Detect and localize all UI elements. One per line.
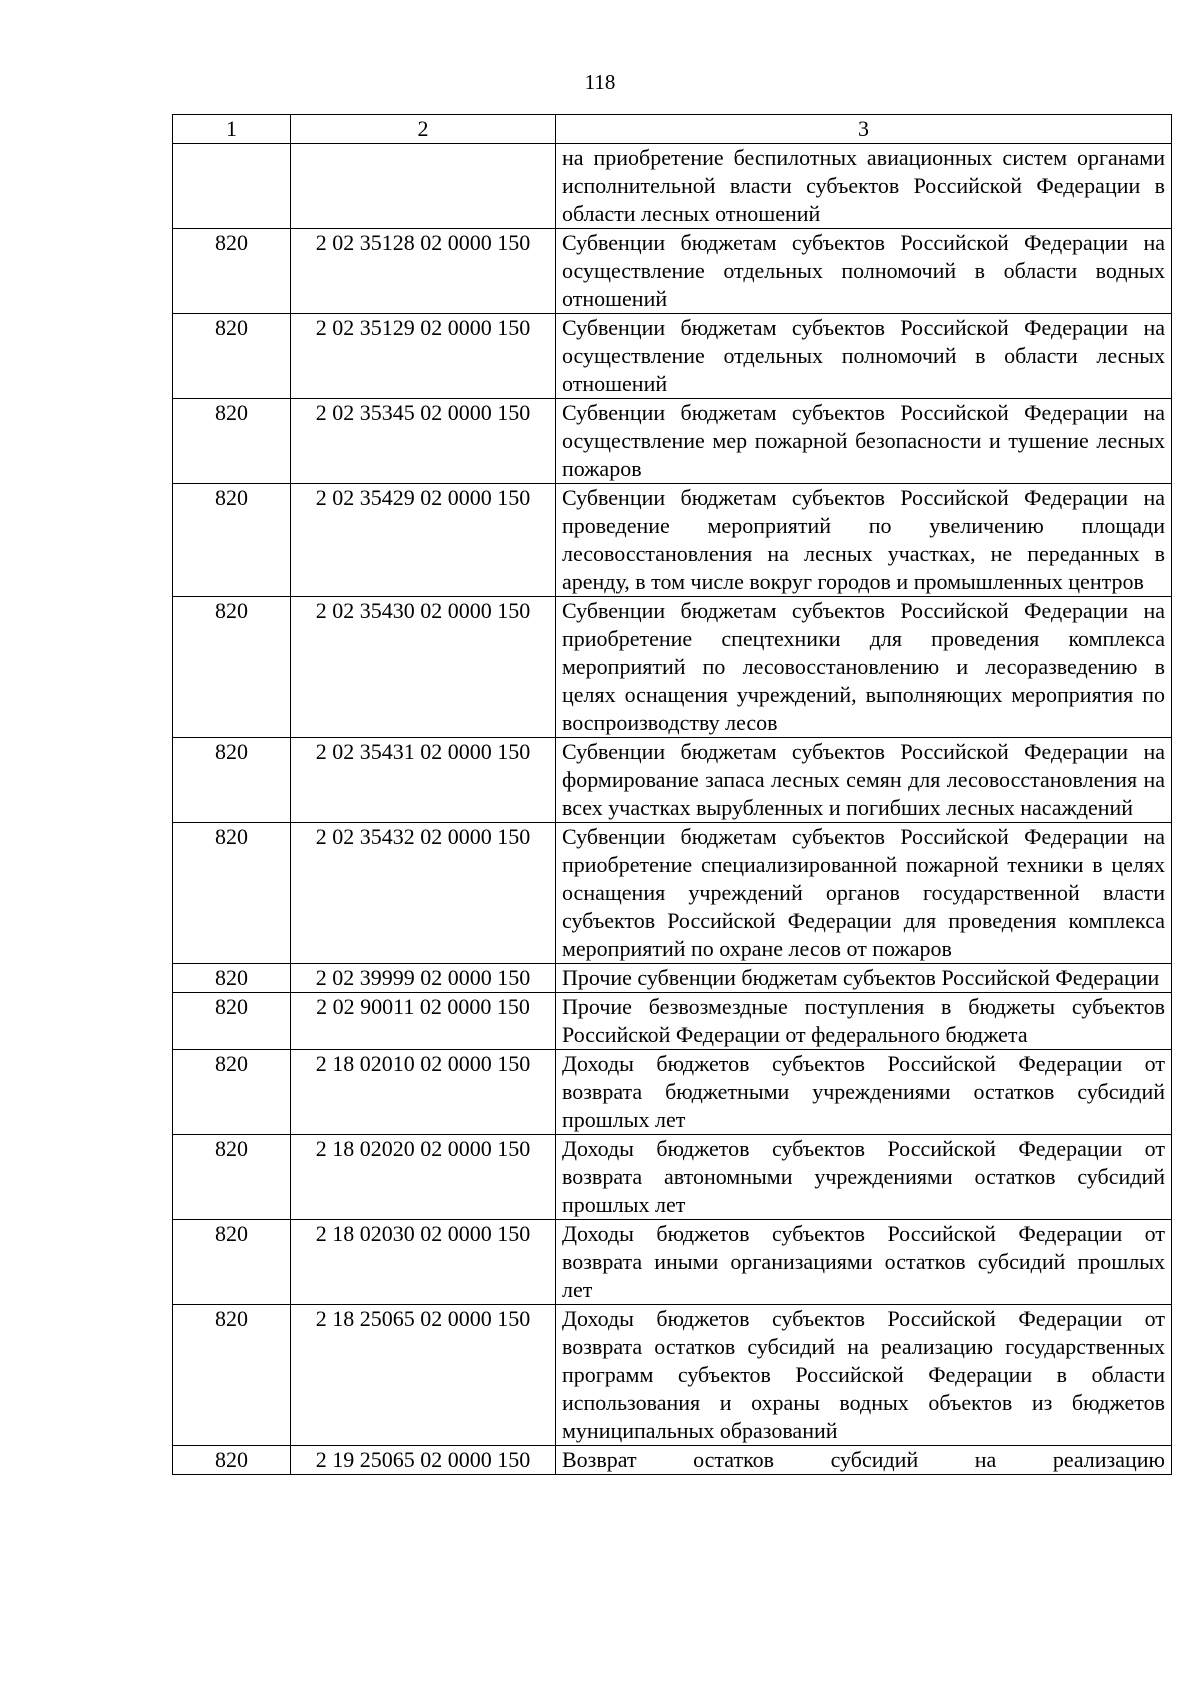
description-cell: Субвенции бюджетам субъектов Российской Федерации на формирование запаса лесных семян для лесовосстановления на всех участках вырубленных и погибших лесных насаждений [556,738,1172,823]
table-row [173,229,1172,314]
table-row [173,484,1172,597]
description-cell: Доходы бюджетов субъектов Российской Федерации от возврата иными организациями остатков субсидий прошлых лет [556,1220,1172,1305]
header-cell-2: 2 [291,115,556,144]
description-cell: Субвенции бюджетам субъектов Российской Федерации на проведение мероприятий по увеличению площади лесовосстановления на лесных участках, не переданных в аренду, в том числе вокруг городов и промышленных центров [556,484,1172,597]
revenue-code-cell [291,144,556,229]
revenue-codes-table [172,114,1172,1475]
revenue-code-cell: 2 02 35129 02 0000 150 [291,314,556,399]
revenue-code-cell: 2 18 02020 02 0000 150 [291,1135,556,1220]
description-cell: Субвенции бюджетам субъектов Российской Федерации на приобретение специализированной пожарной техники в целях оснащения учреждений органов государственной власти субъектов Российской Федерации для проведения комплекса мероприятий по охране лесов от пожаров [556,823,1172,964]
revenue-code-cell: 2 02 35128 02 0000 150 [291,229,556,314]
table-row [173,1220,1172,1305]
admin-code-cell: 820 [173,823,291,964]
admin-code-cell [173,144,291,229]
table-row [173,1305,1172,1446]
table-row [173,823,1172,964]
table-row [173,144,1172,229]
admin-code-cell: 820 [173,1446,291,1475]
description-cell: Доходы бюджетов субъектов Российской Федерации от возврата остатков субсидий на реализацию государственных программ субъектов Российской Федерации в области использования и охраны водных объектов из бюджетов муниципальных образований [556,1305,1172,1446]
revenue-code-cell: 2 02 39999 02 0000 150 [291,964,556,993]
revenue-code-cell: 2 02 35432 02 0000 150 [291,823,556,964]
table-row [173,964,1172,993]
admin-code-cell: 820 [173,1135,291,1220]
header-cell-3: 3 [556,115,1172,144]
admin-code-cell: 820 [173,993,291,1050]
header-cell-1: 1 [173,115,291,144]
table-row [173,1050,1172,1135]
description-cell: Субвенции бюджетам субъектов Российской Федерации на осуществление отдельных полномочий в области водных отношений [556,229,1172,314]
revenue-code-cell: 2 18 02030 02 0000 150 [291,1220,556,1305]
table-row [173,993,1172,1050]
description-cell: Субвенции бюджетам субъектов Российской Федерации на осуществление мер пожарной безопасности и тушение лесных пожаров [556,399,1172,484]
table-row [173,597,1172,738]
admin-code-cell: 820 [173,738,291,823]
admin-code-cell: 820 [173,964,291,993]
admin-code-cell: 820 [173,484,291,597]
revenue-code-cell: 2 19 25065 02 0000 150 [291,1446,556,1475]
revenue-code-cell: 2 18 02010 02 0000 150 [291,1050,556,1135]
admin-code-cell: 820 [173,1050,291,1135]
admin-code-cell: 820 [173,1220,291,1305]
revenue-code-cell: 2 18 25065 02 0000 150 [291,1305,556,1446]
admin-code-cell: 820 [173,314,291,399]
table-row [173,738,1172,823]
admin-code-cell: 820 [173,1305,291,1446]
description-cell: Доходы бюджетов субъектов Российской Федерации от возврата автономными учреждениями остатков субсидий прошлых лет [556,1135,1172,1220]
description-cell: Прочие безвозмездные поступления в бюджеты субъектов Российской Федерации от федерального бюджета [556,993,1172,1050]
page-number: 118 [584,70,616,94]
table-row [173,314,1172,399]
description-cell: Прочие субвенции бюджетам субъектов Российской Федерации [556,964,1172,993]
table-row [173,1135,1172,1220]
revenue-code-cell: 2 02 35431 02 0000 150 [291,738,556,823]
revenue-code-cell: 2 02 90011 02 0000 150 [291,993,556,1050]
admin-code-cell: 820 [173,597,291,738]
description-cell: Доходы бюджетов субъектов Российской Федерации от возврата бюджетными учреждениями остатков субсидий прошлых лет [556,1050,1172,1135]
description-cell: Субвенции бюджетам субъектов Российской Федерации на приобретение спецтехники для проведения комплекса мероприятий по лесовосстановлению и лесоразведению в целях оснащения учреждений, выполняющих мероприятия по воспроизводству лесов [556,597,1172,738]
description-cell: Субвенции бюджетам субъектов Российской Федерации на осуществление отдельных полномочий в области лесных отношений [556,314,1172,399]
revenue-code-cell: 2 02 35345 02 0000 150 [291,399,556,484]
description-cell: на приобретение беспилотных авиационных систем органами исполнительной власти субъектов Российской Федерации в области лесных отношений [556,144,1172,229]
table-row [173,399,1172,484]
table-header-row [173,115,1172,144]
table-row [173,1446,1172,1475]
admin-code-cell: 820 [173,229,291,314]
revenue-code-cell: 2 02 35429 02 0000 150 [291,484,556,597]
admin-code-cell: 820 [173,399,291,484]
revenue-code-cell: 2 02 35430 02 0000 150 [291,597,556,738]
description-cell: Возврат остатков субсидий на реализацию [556,1446,1172,1475]
